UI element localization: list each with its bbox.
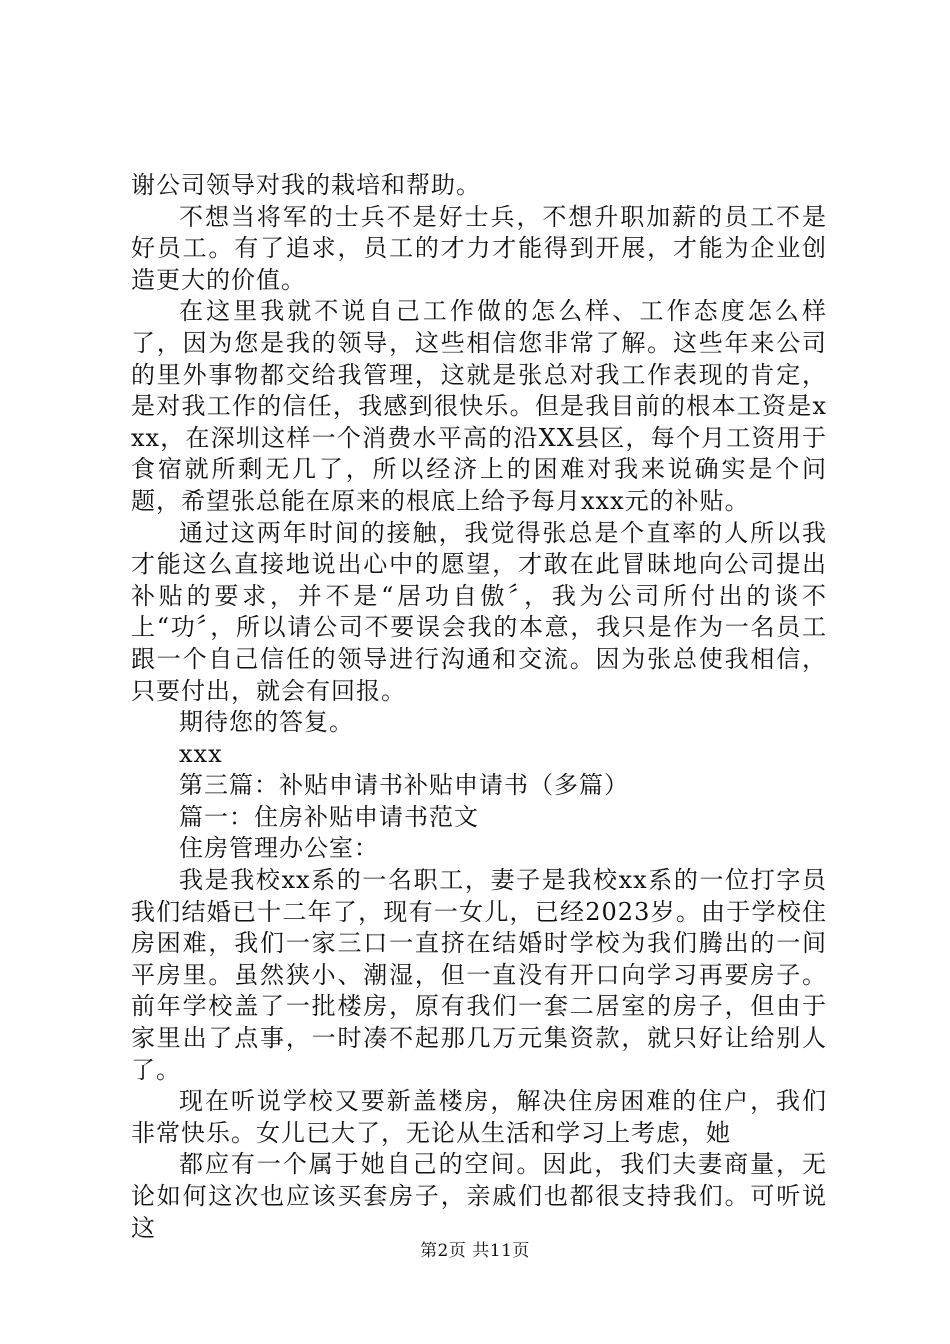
paragraph-2: 不想当将军的士兵不是好士兵，不想升职加薪的员工不是好员工。有了追求，员工的才力才能得到开展，才能为企业创造更大的价值。 [131,202,827,294]
section-heading: 第三篇：补贴申请书补贴申请书（多篇） [179,771,629,800]
signature: xxx [179,739,223,768]
paragraph-3: 在这里我就不说自己工作做的怎么样、工作态度怎么样了，因为您是我的领导，这些相信您非常了解。这些年来公司的里外事物都交给我管理，这就是张总对我工作表现的肯定，是对我工作的信任，我感到很快乐。但是我目前的根本工资是xxx，在深圳这样一个消费水平高的沿XX县区，每个月工资用于食宿就所剩无几了，所以经济上的困难对我来说确实是个问题，希望张总能在原来的根底上给予每月xxx元的补贴。 [131,297,827,515]
paragraph-4: 通过这两年时间的接触，我觉得张总是个直率的人所以我才能这么直接地说出心中的愿望，才敢在此冒昧地向公司提出补贴的要求，并不是“居功自傲〞，我为公司所付出的谈不上“功〞，所以请公司不要误会我的本意，我只是作为一名员工跟一个自己信任的领导进行沟通和交流。因为张总使我相信，只要付出，就会有回报。 [131,518,827,705]
paragraph-5: 我是我校xx系的一名职工，妻子是我校xx系的一位打字员我们结婚已十二年了，现有一女儿，已经2023岁。由于学校住房困难，我们一家三口一直挤在结婚时学校为我们腾出的一间平房里。虽然狭小、潮湿，但一直没有开口向学习再要房子。前年学校盖了一批楼房，原有我们一套二居室的房子，但由于家里出了点事，一时凑不起那几万元集资款，就只好让给别人了。 [131,866,827,1084]
document-body [131,170,827,1244]
page-number: 第2页 共11页 [420,1241,530,1261]
paragraph-1: 谢公司领导对我的栽培和帮助。 [131,171,481,199]
paragraph-7: 都应有一个属于她自己的空间。因此，我们夫妻商量，无论如何这次也应该买套房子，亲戚们也都很支持我们。可听说这 [131,1150,827,1242]
paragraph-6: 现在听说学校又要新盖楼房，解决住房困难的住户，我们非常快乐。女儿已大了，无论从生活和学习上考虑，她 [131,1087,827,1147]
subsection-heading: 篇一：住房补贴申请书范文 [179,802,479,831]
salutation: 住房管理办公室： [179,834,379,863]
closing-line: 期待您的答复。 [179,708,354,737]
